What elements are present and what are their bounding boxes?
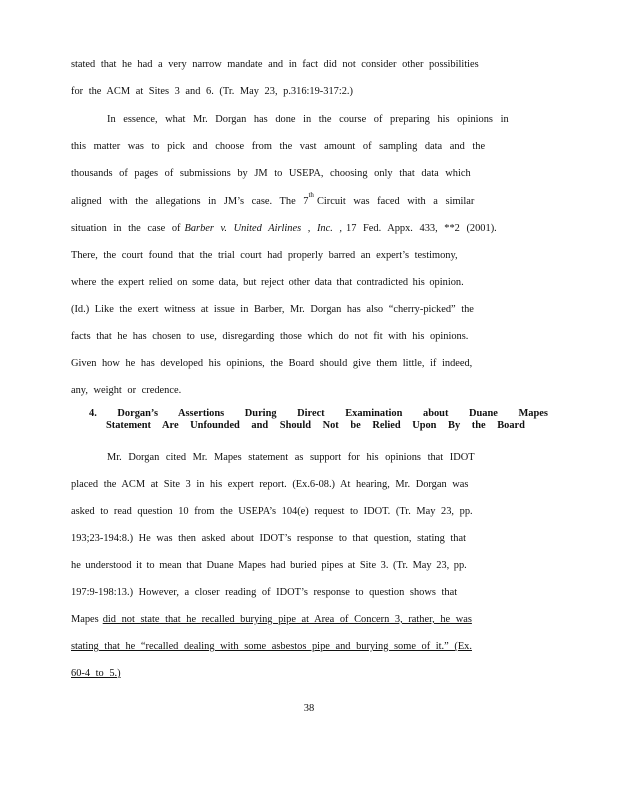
line-text: aligned with the allegations in JM’s case. The 7	[71, 196, 309, 207]
heading-text: Statement Are Unfounded and Should Not be Relied Upon By the Board	[106, 420, 525, 431]
line-text: placed the ACM at Site 3 in his expert report. (Ex.6-08.) At hearing, Mr. Dorgan was	[71, 479, 469, 490]
case-citation: Barber v. United Airlines , Inc. ,	[184, 223, 343, 234]
line-text: Mapes	[71, 614, 99, 625]
line-text: Mr. Dorgan cited Mr. Mapes statement as support for his opinions that IDOT	[107, 452, 475, 463]
text-line	[71, 478, 492, 491]
text-line	[71, 330, 492, 343]
text-line	[71, 222, 497, 235]
text-line	[71, 532, 492, 545]
underlined-text: 60-4 to 5.)	[71, 668, 121, 679]
line-text: 197:9-198:13.) However, a closer reading of IDOT’s response to question shows that	[71, 587, 458, 598]
text-line	[71, 505, 492, 518]
text-line	[71, 586, 492, 599]
text-line	[71, 85, 492, 98]
heading-text: 4. Dorgan’s Assertions During Direct Examination about Duane Mapes	[89, 408, 548, 419]
text-line	[71, 140, 492, 153]
line-text: Circuit was faced with a similar	[316, 196, 475, 207]
line-text: asked to read question 10 from the USEPA’s 104(e) request to IDOT. (Tr. May 23, pp.	[71, 506, 473, 517]
text-line	[71, 167, 492, 180]
line-text: 17 Fed. Appx. 433, **2 (2001).	[346, 223, 497, 234]
line-text: stated that he had a very narrow mandate and in fact did not consider other possibilities	[71, 59, 479, 70]
line-text: he understood it to mean that Duane Mapes had buried pipes at Site 3. (Tr. May 23, pp.	[71, 560, 467, 571]
text-line	[71, 667, 492, 680]
line-text: any, weight or credence.	[71, 385, 182, 396]
heading-line	[89, 420, 525, 432]
text-line	[71, 58, 492, 71]
ordinal-superscript: th	[308, 191, 314, 199]
line-text: (Id.) Like the exert witness at issue in Barber, Mr. Dorgan has also “cherry-picked” the	[71, 304, 474, 315]
line-text: In essence, what Mr. Dorgan has done in the course of preparing his opinions in	[107, 114, 509, 125]
line-text: facts that he has chosen to use, disregarding those which do not fit with his opinions.	[71, 331, 469, 342]
line-text: for the ACM at Sites 3 and 6. (Tr. May 23, p.316:19-317:2.)	[71, 86, 353, 97]
text-line	[71, 276, 492, 289]
line-text: where the expert relied on some data, but reject other data that contradicted his opinion.	[71, 277, 464, 288]
text-line	[71, 249, 492, 262]
heading-line	[89, 408, 548, 420]
section-heading	[89, 408, 548, 432]
text-line	[71, 559, 492, 572]
text-line	[71, 640, 492, 653]
line-text: There, the court found that the trial court had properly barred an expert’s testimony,	[71, 250, 458, 261]
text-line	[71, 191, 492, 208]
line-text: thousands of pages of submissions by JM to USEPA, choosing only that data which	[71, 168, 471, 179]
line-text: Given how he has developed his opinions, the Board should give them little, if indeed,	[71, 358, 473, 369]
page-number: 38	[303, 703, 315, 714]
text-line	[107, 451, 492, 464]
underlined-text: did not state that he recalled burying pipe at Area of Concern 3, rather, he was	[102, 614, 472, 625]
line-text: this matter was to pick and choose from the vast amount of sampling data and the	[71, 141, 486, 152]
text-line	[71, 303, 492, 316]
text-line	[71, 613, 492, 626]
text-line	[71, 357, 492, 370]
line-text: situation in the case of	[71, 223, 181, 234]
underlined-text: stating that he “recalled dealing with some asbestos pipe and burying some of it.” (Ex.	[71, 641, 472, 652]
line-text: 193;23-194:8.) He was then asked about IDOT’s response to that question, stating that	[71, 533, 466, 544]
text-line	[107, 113, 509, 126]
text-line	[71, 384, 492, 397]
